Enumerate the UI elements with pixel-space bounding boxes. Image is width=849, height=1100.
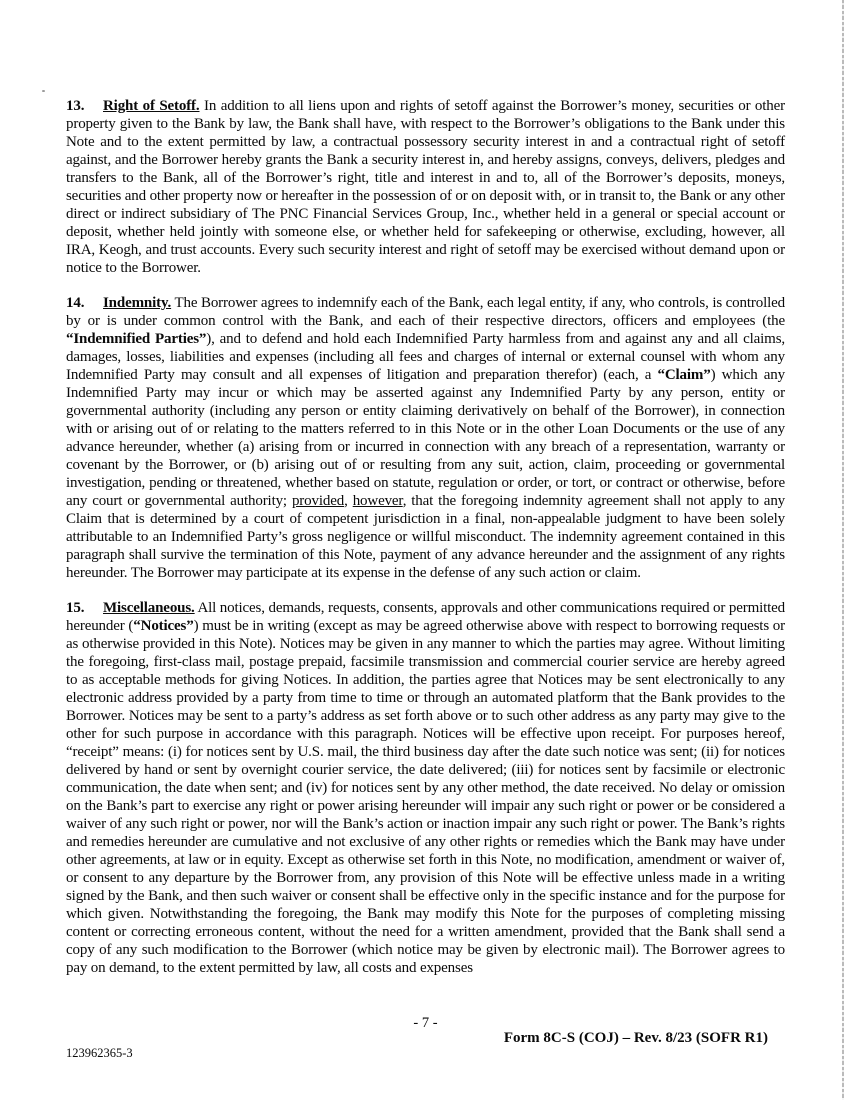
text-segment: , that the foregoing indemnity agreement shall not apply to any Claim that is determined by a court of competent jurisdiction in a final, non-appealable judgment to have been solely attributable to an Indemnified Party’s gross negligence or willful misconduct. The indemnity agreement contained in this paragraph shall survive the termination of this Note, payment of any advance hereunder and the assignment of any rights hereunder. The Borrower may participate at its expense in the defense of any such action or claim.: [66, 493, 786, 581]
page-number: - 7 -: [413, 1015, 438, 1031]
text-segment: “Notices”: [133, 618, 194, 634]
paragraph-number: 15.: [66, 600, 85, 616]
text-segment: ) which any Indemnified Party may incur or which may be asserted against any Indemnified Party by any person, entity or governmental authority (including any person or entity claiming derivatively on behalf of the Borrower), in connection with or arising out of or relating to the matters referred to in this Note or in the other Loan Documents or the use of any advance hereunder, whether (a) arising from or incurred in connection with any breach of a representation, warranty or covenant by the Borrower, or (b) arising out of or resulting from any suit, action, claim, proceeding or governmental investigation, pending or threatened, whether based on statute, regulation or order, or tort, or contract or otherwise, before any court or governmental authority;: [66, 367, 785, 509]
scan-artifact-line: [842, 0, 844, 1100]
form-reference: Form 8C-S (COJ) – Rev. 8/23 (SOFR R1): [503, 1030, 768, 1046]
paragraph-heading: Indemnity.: [103, 295, 172, 311]
text-segment: provided: [291, 493, 345, 509]
scan-artifact-speck: [42, 90, 45, 92]
paragraph-13-right-of-setoff: [66, 97, 785, 277]
paragraph-body: [66, 295, 785, 581]
text-segment: ), and to defend and hold each Indemnified Party harmless from and against any and all claims, damages, losses, liabilities and expenses (including all fees and charges of internal or external counsel with whom any Indemnified Party may consult and all expenses of litigation and preparation therefor) (each, a: [66, 331, 785, 383]
text-segment: The Borrower agrees to indemnify each of the Bank, each legal entity, if any, who controls, is controlled by or is under common control with the Bank, and each of their respective directors, officers and employees (the: [66, 295, 785, 329]
text-segment: “Indemnified Parties”: [66, 331, 207, 347]
paragraph-number: 14.: [66, 295, 85, 311]
text-segment: In addition to all liens upon and rights of setoff against the Borrower’s money, securities or other property given to the Bank by law, the Bank shall have, with respect to the Borrower’s obligations to the Bank under this Note and to the extent permitted by law, a contractual possessory security interest in and a contractual right of setoff against, and the Borrower hereby grants the Bank a security interest in, and hereby assigns, conveys, delivers, pledges and transfers to the Bank, all of the Borrower’s right, title and interest in and to, all of the Borrower’s deposits, moneys, securities and other property now or hereafter in the possession of or on deposit with, or in transit to, the Bank or any other direct or indirect subsidiary of The PNC Financial Services Group, Inc., whether held in a general or special account or deposit, whether held jointly with someone else, or whether held for safekeeping or otherwise, excluding, however, all IRA, Keogh, and trust accounts. Every such security interest and right of setoff may be exercised without demand upon or notice to the Borrower.: [66, 98, 785, 276]
paragraph-body: [66, 98, 785, 276]
paragraph-number: 13.: [66, 98, 85, 114]
paragraph-body: [66, 600, 785, 976]
paragraph-14-indemnity: [66, 294, 785, 582]
text-segment: ) must be in writing (except as may be agreed otherwise above with respect to borrowing requests or as otherwise provided in this Note). Notices may be given in any manner to which the parties may agree. Without limiting the foregoing, first-class mail, postage prepaid, facsimile transmission and commercial courier service are hereby agreed to as acceptable methods for giving Notices. In addition, the parties agree that Notices may be sent electronically to any electronic address provided by a party from time to time or through an automated platform that the Bank provides to the Borrower. Notices may be sent to a party’s address as set forth above or to such other address as any party may give to the other for such purpose in accordance with this paragraph. Notices will be effective upon receipt. For purposes hereof, “receipt” means: (i) for notices sent by U.S. mail, the third business day after the date such notice was sent; (ii) for notices delivered by hand or sent by overnight courier service, the date delivered; (iii) for notices sent by facsimile or electronic communication, the date when sent; and (iv) for notices sent by any other method, the date received. No delay or omission on the Bank’s part to exercise any right or power arising hereunder will impair any such right or power or be considered a waiver of any such right or power, nor will the Bank’s action or inaction impair any such right or power. The Bank’s rights and remedies hereunder are cumulative and not exclusive of any other rights or remedies which the Bank may have under other agreements, at law or in equity. Except as otherwise set forth in this Note, no modification, amendment or waiver of, or consent to any departure by the Borrower from, any provision of this Note will be effective unless made in a writing signed by the Bank, and then such waiver or consent shall be effective only in the specific instance and for the purpose for which given. Notwithstanding the foregoing, the Bank may modify this Note for the purposes of completing missing content or correcting erroneous content, without the need for a written amendment, provided that the Bank shall send a copy of any such modification to the Borrower (which notice may be given by electronic mail). The Borrower agrees to pay on demand, to the extent permitted by law, all costs and expenses: [66, 618, 786, 976]
text-segment: “Claim”: [657, 367, 711, 383]
text-segment: however: [352, 493, 403, 509]
text-segment: All notices, demands, requests, consents, approvals and other communications required or permitted hereunder (: [66, 600, 785, 634]
text-segment: ,: [344, 493, 353, 509]
paragraph-heading: Right of Setoff.: [103, 98, 200, 114]
document-number: 123962365-3: [66, 1046, 133, 1060]
paragraph-heading: Miscellaneous.: [103, 600, 195, 616]
document-body: [66, 97, 785, 994]
paragraph-15-miscellaneous: [66, 599, 785, 977]
